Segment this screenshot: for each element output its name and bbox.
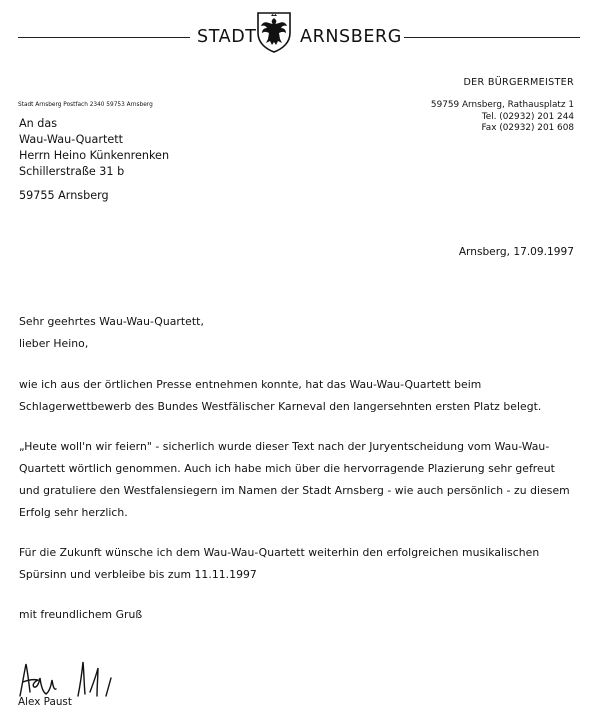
signatory-name: Alex Paust <box>18 696 72 708</box>
recipient-line-2: Wau-Wau-Quartett <box>19 133 124 146</box>
salutation <box>19 311 579 355</box>
letter-date: Arnsberg, 17.09.1997 <box>458 246 574 258</box>
letterhead-rule-left <box>18 37 190 38</box>
recipient-line-4: Schillerstraße 31 b <box>19 165 125 178</box>
salutation-line-2: lieber Heino, <box>19 337 89 350</box>
eagle-crest-icon <box>256 11 292 53</box>
recipient-line-3: Herrn Heino Künkenrenken <box>19 149 170 162</box>
contact-address: 59759 Arnsberg, Rathausplatz 1 <box>430 100 574 110</box>
salutation-line-1: Sehr geehrtes Wau-Wau-Quartett, <box>19 315 204 328</box>
department-title: DER BÜRGERMEISTER <box>463 77 574 88</box>
paragraph-3: Für die Zukunft wünsche ich dem Wau-Wau-Quartett weiterhin den erfolgreichen musikalischen Spürsinn und verbleibe bis zum 11.11.1997 <box>19 546 540 581</box>
brand-stadt: STADT <box>197 27 257 47</box>
recipient-address <box>19 116 169 180</box>
contact-tel: Tel. (02932) 201 244 <box>481 111 574 122</box>
brand-arnsberg: ARNSBERG <box>300 27 402 47</box>
paragraph-1: wie ich aus der örtlichen Presse entnehmen konnte, hat das Wau-Wau-Quartett beim Schlagerwettbewerb des Bundes Westfälischer Karneval den langersehnten ersten Platz belegt. <box>19 378 542 413</box>
closing-line: mit freundlichem Gruß <box>19 608 143 621</box>
recipient-line-1: An das <box>19 117 58 130</box>
recipient-city: 59755 Arnsberg <box>19 189 109 202</box>
sender-return-line: Stadt Arnsberg Postfach 2340 59753 Arnsberg <box>18 102 153 108</box>
paragraph-2: „Heute woll'n wir feiern" - sicherlich wurde dieser Text nach der Juryentscheidung vom Wau-Wau-Quartett wörtlich genommen. Auch ich habe mich über die hervorragende Plazierung sehr gefreut und gratuliere den Westfalensiegern im Namen der Stadt Arnsberg - wie auch persönlich - zu diesem Erfolg sehr herzlich. <box>19 440 570 519</box>
contact-block <box>431 100 574 135</box>
letterhead-rule-right <box>404 37 580 38</box>
contact-fax: Fax (02932) 201 608 <box>481 123 574 133</box>
